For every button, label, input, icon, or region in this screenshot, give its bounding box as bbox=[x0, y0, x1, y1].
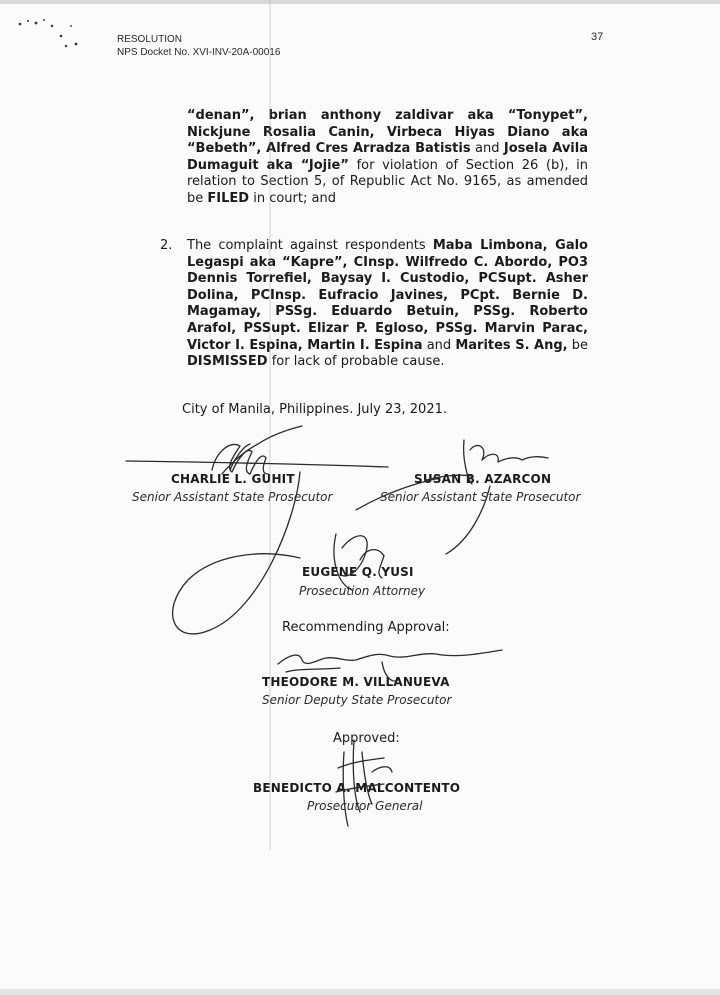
approved-label: Approved: bbox=[333, 731, 400, 746]
header-docket: NPS Docket No. XVI-INV-20A-00016 bbox=[117, 47, 281, 58]
text-segment: for lack of probable cause. bbox=[267, 354, 445, 370]
bold-text-segment: “denan”, brian anthony zaldivar aka “Tonypet”, Nickjune Rosalia Canin, Virbeca Hiyas Diano aka “Bebeth”, Alfred Cres Arradza Batistis bbox=[187, 108, 588, 157]
bold-text-segment: DISMISSED bbox=[187, 354, 268, 370]
paragraph-continued bbox=[187, 108, 588, 208]
place-and-date: City of Manila, Philippines. July 23, 2021. bbox=[182, 402, 447, 417]
text-segment: The complaint against respondents bbox=[187, 238, 433, 253]
header-title: RESOLUTION bbox=[117, 34, 183, 45]
bold-text-segment: FILED bbox=[207, 190, 250, 206]
paragraph-item-2 bbox=[187, 238, 588, 371]
recommending-approval-label: Recommending Approval: bbox=[282, 620, 450, 635]
signatory-title-guhit: Senior Assistant State Prosecutor bbox=[132, 490, 333, 504]
signatory-title-yusi: Prosecution Attorney bbox=[299, 584, 426, 598]
signature-yusi bbox=[334, 534, 384, 590]
text-segment: be bbox=[567, 337, 588, 353]
item-number: 2. bbox=[160, 238, 173, 253]
signatory-name-villanueva: THEODORE M. VILLANUEVA bbox=[262, 675, 450, 689]
scan-bottom-edge bbox=[0, 989, 720, 995]
bold-text-segment: Maba Limbona, Galo Legaspi aka “Kapre”, CInsp. Wilfredo C. Abordo, PO3 Dennis Torrefiel, Baysay I. Custodio, PCSupt. Asher Dolina, PCInsp. Eufracio Javines, PCpt. Bernie D. Magamay, PSSg. Eduardo Betuin, PSSg. Roberto Arafol, PSSupt. Elizar P. Egloso, PSSg. Marvin Parac, Victor I. Espina, Martin I. Espina bbox=[187, 238, 588, 353]
bold-text-segment: Marites S. Ang, bbox=[455, 337, 568, 353]
signature-guhit bbox=[126, 426, 388, 634]
signatory-name-yusi: EUGENE Q. YUSI bbox=[302, 565, 414, 579]
text-segment: and bbox=[422, 337, 456, 353]
text-segment: for violation of Section 26 (b), in relation to Section 5, of Republic Act No. 9165, as amended be bbox=[187, 157, 588, 206]
signatory-title-malcontento: Prosecutor General bbox=[307, 799, 423, 813]
text-segment: and bbox=[470, 141, 504, 157]
document-header bbox=[117, 33, 280, 59]
signatory-name-azarcon: SUSAN B. AZARCON bbox=[414, 472, 552, 486]
scan-specks bbox=[14, 14, 84, 64]
text-segment: in court; and bbox=[249, 190, 336, 206]
scan-top-edge bbox=[0, 0, 720, 4]
bold-text-segment: Josela Avila Dumaguit aka “Jojie” bbox=[187, 141, 588, 173]
page-number: 37 bbox=[591, 31, 604, 43]
signatory-name-guhit: CHARLIE L. GUHIT bbox=[171, 472, 295, 486]
signatory-title-villanueva: Senior Deputy State Prosecutor bbox=[262, 693, 452, 707]
signatory-title-azarcon: Senior Assistant State Prosecutor bbox=[380, 490, 581, 504]
signatory-name-malcontento: BENEDICTO A. MALCONTENTO bbox=[253, 781, 461, 795]
